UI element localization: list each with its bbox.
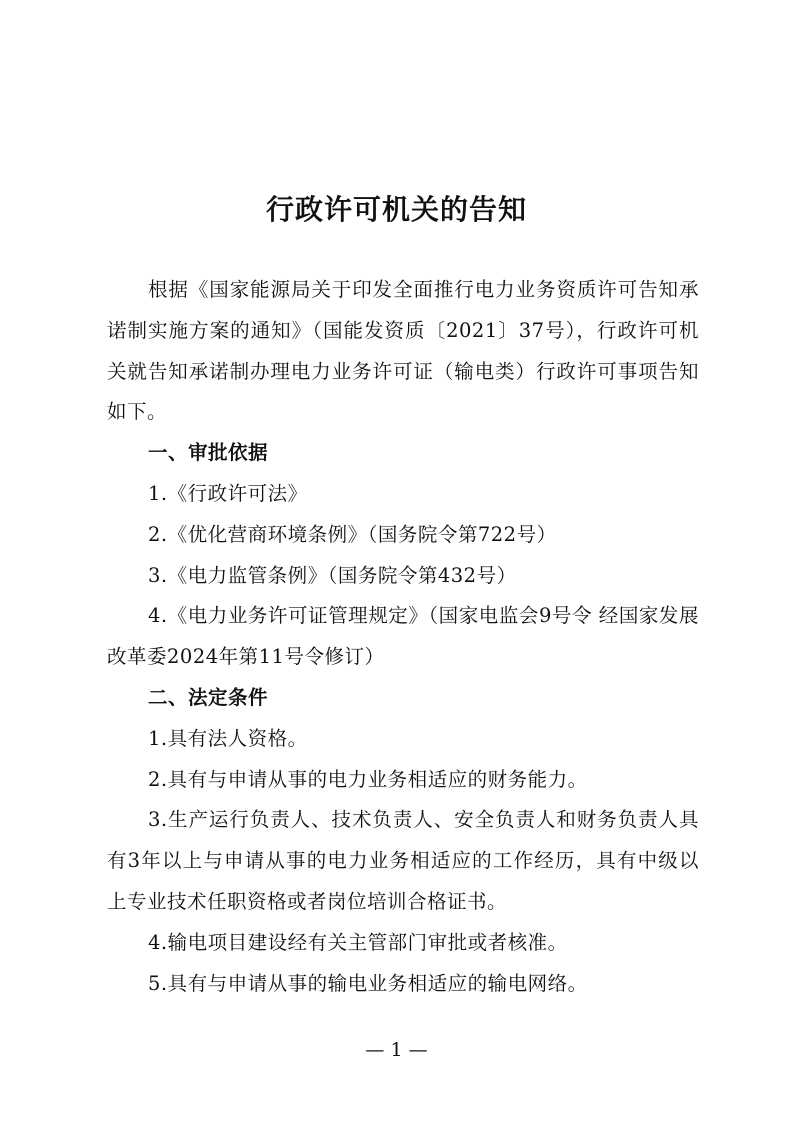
intro-paragraph: 根据《国家能源局关于印发全面推行电力业务资质许可告知承诺制实施方案的通知》（国能发资质〔2021〕37号），行政许可机关就告知承诺制办理电力业务许可证（输电类）行政许可事项告知如下。: [107, 278, 699, 424]
basis-item: 4.《电力业务许可证管理规定》（国家电监会9号令 经国家发展改革委2024年第11号令修订）: [107, 604, 699, 669]
condition-item: 1.具有法人资格。: [148, 726, 308, 750]
document-body: [107, 270, 699, 1004]
page-number: — 1 —: [365, 1039, 428, 1061]
condition-item: 3.生产运行负责人、技术负责人、安全负责人和财务负责人具有3年以上与申请从事的电力业务相适应的工作经历，具有中级以上专业技术任职资格或者岗位培训合格证书。: [107, 808, 699, 913]
basis-item: 3.《电力监管条例》（国务院令第432号）: [148, 563, 517, 587]
section-heading-legal-conditions: 二、法定条件: [148, 685, 269, 709]
section-heading-approval-basis: 一、审批依据: [148, 441, 269, 465]
basis-item: 2.《优化营商环境条例》（国务院令第722号）: [148, 522, 557, 546]
condition-item: 4.输电项目建设经有关主管部门审批或者核准。: [148, 930, 568, 954]
condition-item: 2.具有与申请从事的电力业务相适应的财务能力。: [148, 767, 588, 791]
page-title: 行政许可机关的告知: [265, 193, 527, 226]
basis-item: 1.《行政许可法》: [148, 481, 308, 505]
condition-item: 5.具有与申请从事的输电业务相适应的输电网络。: [148, 971, 588, 995]
